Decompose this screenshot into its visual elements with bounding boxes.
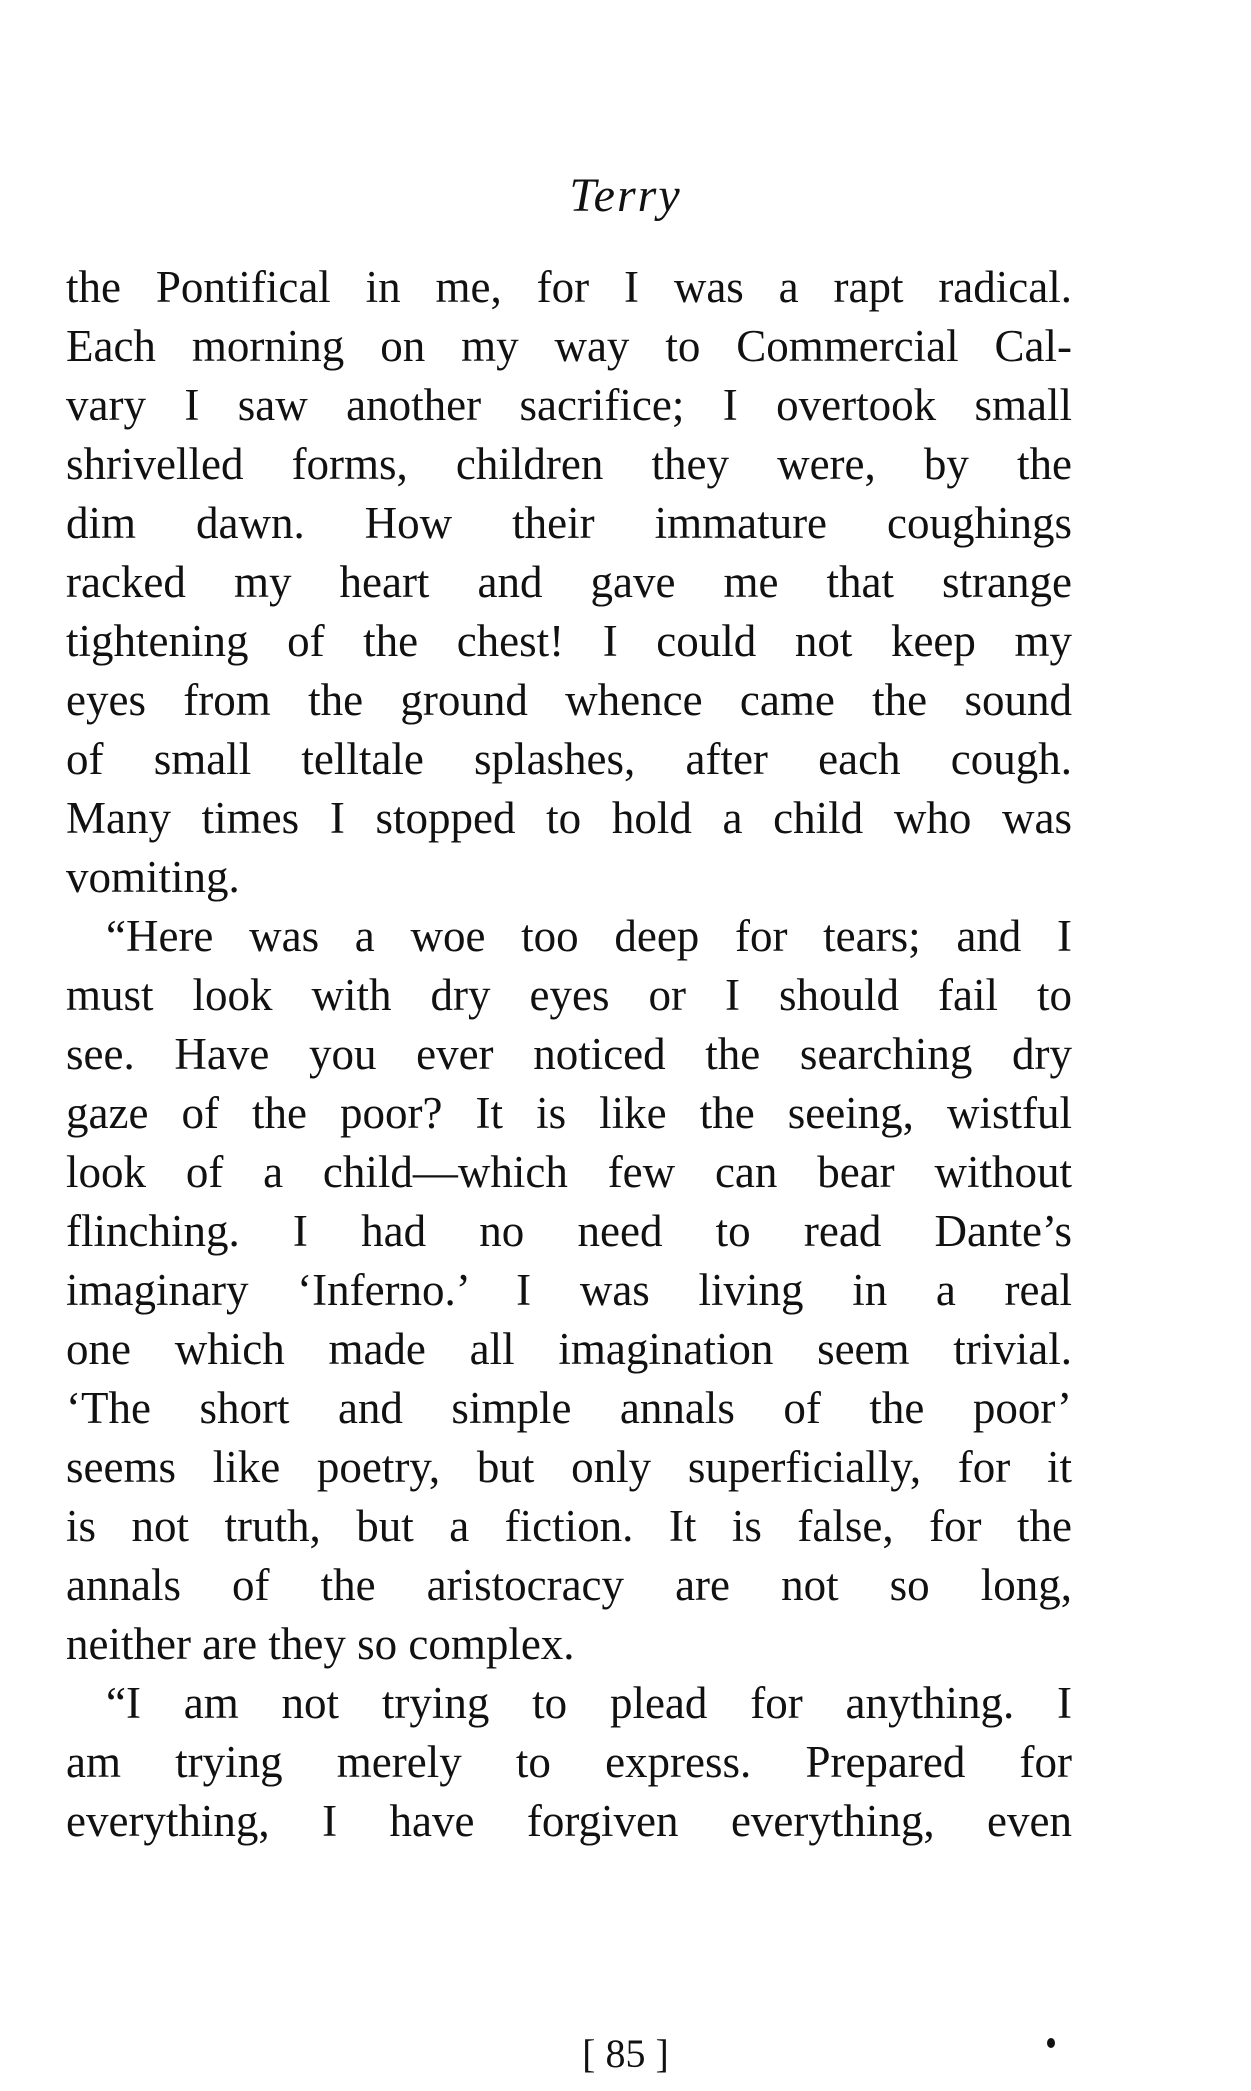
body-text xyxy=(66,258,1072,1851)
text-line: annals of the aristocracy are not so long, xyxy=(66,1560,1072,1610)
text-line: neither are they so complex. xyxy=(66,1619,575,1669)
text-line: look of a child—which few can bear without xyxy=(66,1147,1072,1197)
page-number: [ 85 ] xyxy=(582,2031,669,2076)
text-line: one which made all imagination seem trivial. xyxy=(66,1324,1072,1374)
text-line: everything, I have forgiven everything, even xyxy=(66,1796,1072,1846)
running-title: Terry xyxy=(569,169,682,222)
text-line: eyes from the ground whence came the sound xyxy=(66,675,1072,725)
text-line: vary I saw another sacrifice; I overtook small xyxy=(66,380,1072,430)
text-line: gaze of the poor? It is like the seeing, wistful xyxy=(66,1088,1072,1138)
text-line: the Pontifical in me, for I was a rapt radical. xyxy=(66,262,1072,312)
text-line: flinching. I had no need to read Dante’s xyxy=(66,1206,1072,1256)
text-line: vomiting. xyxy=(66,852,240,902)
ink-speck xyxy=(1047,2038,1055,2048)
text-line: racked my heart and gave me that strange xyxy=(66,557,1072,607)
text-line: is not truth, but a fiction. It is false, for the xyxy=(66,1501,1072,1551)
text-line: shrivelled forms, children they were, by the xyxy=(66,439,1072,489)
text-line: am trying merely to express. Prepared for xyxy=(66,1737,1072,1787)
text-line: tightening of the chest! I could not keep my xyxy=(66,616,1072,666)
text-line: Many times I stopped to hold a child who was xyxy=(66,793,1072,843)
text-line: must look with dry eyes or I should fail to xyxy=(66,970,1072,1020)
text-line: “Here was a woe too deep for tears; and I xyxy=(106,911,1072,961)
text-line: “I am not trying to plead for anything. I xyxy=(106,1678,1072,1728)
text-line: ‘The short and simple annals of the poor’ xyxy=(66,1383,1072,1433)
text-line: Each morning on my way to Commercial Cal- xyxy=(66,321,1072,371)
text-line: of small telltale splashes, after each cough. xyxy=(66,734,1072,784)
text-line: dim dawn. How their immature coughings xyxy=(66,498,1072,548)
text-line: see. Have you ever noticed the searching dry xyxy=(66,1029,1072,1079)
text-line: imaginary ‘Inferno.’ I was living in a real xyxy=(66,1265,1072,1315)
text-line: seems like poetry, but only superficially, for it xyxy=(66,1442,1072,1492)
